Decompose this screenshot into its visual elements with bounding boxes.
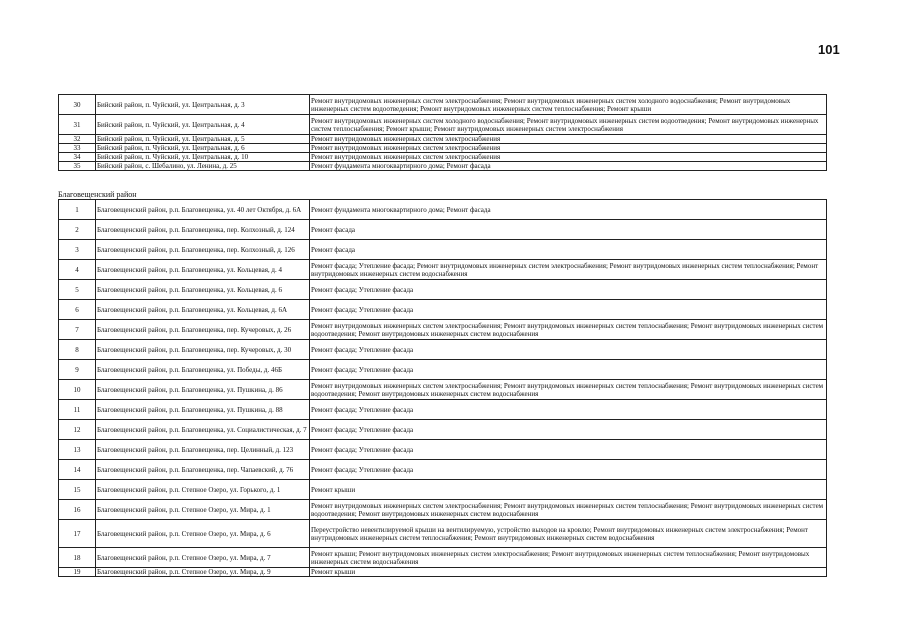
row-works: Ремонт фасада [310, 240, 827, 260]
row-works: Ремонт фасада [310, 220, 827, 240]
table-row [59, 500, 827, 520]
row-number: 5 [59, 280, 96, 300]
table-row [59, 420, 827, 440]
row-number: 2 [59, 220, 96, 240]
row-address: Благовещенский район, р.п. Благовещенка, пер. Колхозный, д. 126 [96, 240, 310, 260]
table-row [59, 520, 827, 548]
row-works: Ремонт крыши; Ремонт внутридомовых инженерных систем электроснабжения; Ремонт внутридомовых инженерных систем теплоснабжения; Ремонт внутридомовых инженерных систем водоснабжения [310, 548, 827, 568]
row-address: Благовещенский район, р.п. Благовещенка, ул. Социалистическая, д. 7 [96, 420, 310, 440]
row-works: Ремонт внутридомовых инженерных систем холодного водоснабжения; Ремонт внутридомовых инженерных систем водоотведения; Ремонт внутридомовых инженерных систем теплоснабжения; Ремонт крыши; Ремонт внутридомовых инженерных систем электроснабжения [310, 115, 827, 135]
row-address: Бийский район, п. Чуйский, ул. Центральная, д. 3 [96, 95, 310, 115]
page-number: 101 [818, 42, 840, 57]
repair-table-blagoveshchensk [58, 199, 827, 577]
row-address: Благовещенский район, р.п. Благовещенка, пер. Чапаевский, д. 76 [96, 460, 310, 480]
row-address: Благовещенский район, р.п. Благовещенка, ул. Кольцевая, д. 6 [96, 280, 310, 300]
row-number: 33 [59, 144, 96, 153]
table-body-blagoveshchensk [59, 200, 827, 577]
row-works: Ремонт крыши [310, 480, 827, 500]
table-row [59, 260, 827, 280]
row-works: Ремонт крыши [310, 568, 827, 577]
row-number: 30 [59, 95, 96, 115]
repair-table-biysk [58, 94, 827, 171]
row-works: Ремонт фасада; Утепление фасада [310, 460, 827, 480]
table-row [59, 153, 827, 162]
row-number: 3 [59, 240, 96, 260]
row-works: Ремонт фасада; Утепление фасада [310, 440, 827, 460]
region-heading: Благовещенский район [58, 190, 137, 199]
row-number: 17 [59, 520, 96, 548]
row-address: Благовещенский район, р.п. Благовещенка, пер. Колхозный, д. 124 [96, 220, 310, 240]
row-address: Благовещенский район, р.п. Благовещенка, ул. Кольцевая, д. 6А [96, 300, 310, 320]
row-number: 18 [59, 548, 96, 568]
table-row [59, 360, 827, 380]
row-number: 34 [59, 153, 96, 162]
row-works: Ремонт внутридомовых инженерных систем электроснабжения; Ремонт внутридомовых инженерных систем теплоснабжения; Ремонт внутридомовых инженерных систем водоотведения; Ремонт внутридомовых инженерных систем водоснабжения [310, 500, 827, 520]
row-address: Благовещенский район, р.п. Благовещенка, ул. Пушкина, д. 86 [96, 380, 310, 400]
row-address: Бийский район, с. Шебалино, ул. Ленина, д. 25 [96, 162, 310, 171]
table-row [59, 340, 827, 360]
table-row [59, 162, 827, 171]
row-number: 31 [59, 115, 96, 135]
table-row [59, 240, 827, 260]
row-address: Благовещенский район, р.п. Благовещенка, пер. Кучеровых, д. 26 [96, 320, 310, 340]
row-number: 7 [59, 320, 96, 340]
row-works: Ремонт внутридомовых инженерных систем электроснабжения; Ремонт внутридомовых инженерных систем холодного водоснабжения; Ремонт внутридомовых инженерных систем водоотведения; Ремонт внутридомовых инженерных систем теплоснабжения; Ремонт крыши [310, 95, 827, 115]
row-address: Благовещенский район, р.п. Благовещенка, ул. Победы, д. 46Б [96, 360, 310, 380]
row-number: 15 [59, 480, 96, 500]
row-number: 4 [59, 260, 96, 280]
row-address: Благовещенский район, р.п. Степное Озеро, ул. Мира, д. 6 [96, 520, 310, 548]
row-works: Ремонт внутридомовых инженерных систем электроснабжения [310, 153, 827, 162]
row-address: Бийский район, п. Чуйский, ул. Центральная, д. 10 [96, 153, 310, 162]
table-row [59, 440, 827, 460]
row-number: 11 [59, 400, 96, 420]
table-row [59, 280, 827, 300]
row-number: 14 [59, 460, 96, 480]
table-row [59, 135, 827, 144]
row-address: Благовещенский район, р.п. Благовещенка, ул. Кольцевая, д. 4 [96, 260, 310, 280]
table-row [59, 115, 827, 135]
row-works: Ремонт внутридомовых инженерных систем электроснабжения; Ремонт внутридомовых инженерных систем теплоснабжения; Ремонт внутридомовых инженерных систем водоотведения; Ремонт внутридомовых инженерных систем водоснабжения [310, 320, 827, 340]
row-works: Ремонт фасада; Утепление фасада [310, 400, 827, 420]
row-works: Ремонт фундамента многоквартирного дома; Ремонт фасада [310, 200, 827, 220]
row-number: 6 [59, 300, 96, 320]
row-number: 19 [59, 568, 96, 577]
row-works: Ремонт фасада; Утепление фасада; Ремонт внутридомовых инженерных систем электроснабжения; Ремонт внутридомовых инженерных систем теплоснабжения; Ремонт внутридомовых инженерных систем водоснабжения [310, 260, 827, 280]
table-row [59, 480, 827, 500]
row-number: 8 [59, 340, 96, 360]
row-works: Ремонт фасада; Утепление фасада [310, 420, 827, 440]
row-address: Бийский район, п. Чуйский, ул. Центральная, д. 6 [96, 144, 310, 153]
row-number: 16 [59, 500, 96, 520]
table-row [59, 144, 827, 153]
row-number: 13 [59, 440, 96, 460]
row-address: Бийский район, п. Чуйский, ул. Центральная, д. 5 [96, 135, 310, 144]
table-row [59, 220, 827, 240]
row-works: Ремонт фундамента многоквартирного дома; Ремонт фасада [310, 162, 827, 171]
row-address: Благовещенский район, р.п. Благовещенка, пер. Целинный, д. 123 [96, 440, 310, 460]
row-works: Ремонт внутридомовых инженерных систем электроснабжения; Ремонт внутридомовых инженерных систем теплоснабжения; Ремонт внутридомовых инженерных систем водоотведения; Ремонт внутридомовых инженерных систем водоснабжения [310, 380, 827, 400]
table-row [59, 460, 827, 480]
row-works: Переустройство невентилируемой крыши на вентилируемую, устройство выходов на кровлю; Ремонт внутридомовых инженерных систем электроснабжения; Ремонт внутридомовых инженерных систем теплоснабжения; Ремонт внутридомовых инженерных систем водоснабжения [310, 520, 827, 548]
row-address: Благовещенский район, р.п. Благовещенка, ул. Пушкина, д. 88 [96, 400, 310, 420]
row-address: Благовещенский район, р.п. Благовещенка, пер. Кучеровых, д. 30 [96, 340, 310, 360]
row-number: 32 [59, 135, 96, 144]
row-works: Ремонт фасада; Утепление фасада [310, 280, 827, 300]
table-body-biysk [59, 95, 827, 171]
row-address: Благовещенский район, р.п. Степное Озеро, ул. Мира, д. 9 [96, 568, 310, 577]
row-address: Благовещенский район, р.п. Степное Озеро, ул. Мира, д. 7 [96, 548, 310, 568]
row-works: Ремонт внутридомовых инженерных систем электроснабжения [310, 144, 827, 153]
table-row [59, 95, 827, 115]
row-works: Ремонт фасада; Утепление фасада [310, 300, 827, 320]
table-row [59, 320, 827, 340]
table-row [59, 400, 827, 420]
row-address: Благовещенский район, р.п. Степное Озеро, ул. Горького, д. 1 [96, 480, 310, 500]
row-works: Ремонт внутридомовых инженерных систем электроснабжения [310, 135, 827, 144]
row-works: Ремонт фасада; Утепление фасада [310, 360, 827, 380]
row-address: Благовещенский район, р.п. Степное Озеро, ул. Мира, д. 1 [96, 500, 310, 520]
table-row [59, 200, 827, 220]
row-address: Благовещенский район, р.п. Благовещенка, ул. 40 лет Октября, д. 6А [96, 200, 310, 220]
row-number: 12 [59, 420, 96, 440]
table-row [59, 548, 827, 568]
row-address: Бийский район, п. Чуйский, ул. Центральная, д. 4 [96, 115, 310, 135]
row-works: Ремонт фасада; Утепление фасада [310, 340, 827, 360]
table-row [59, 568, 827, 577]
table-row [59, 300, 827, 320]
table-row [59, 380, 827, 400]
row-number: 9 [59, 360, 96, 380]
row-number: 1 [59, 200, 96, 220]
row-number: 35 [59, 162, 96, 171]
row-number: 10 [59, 380, 96, 400]
